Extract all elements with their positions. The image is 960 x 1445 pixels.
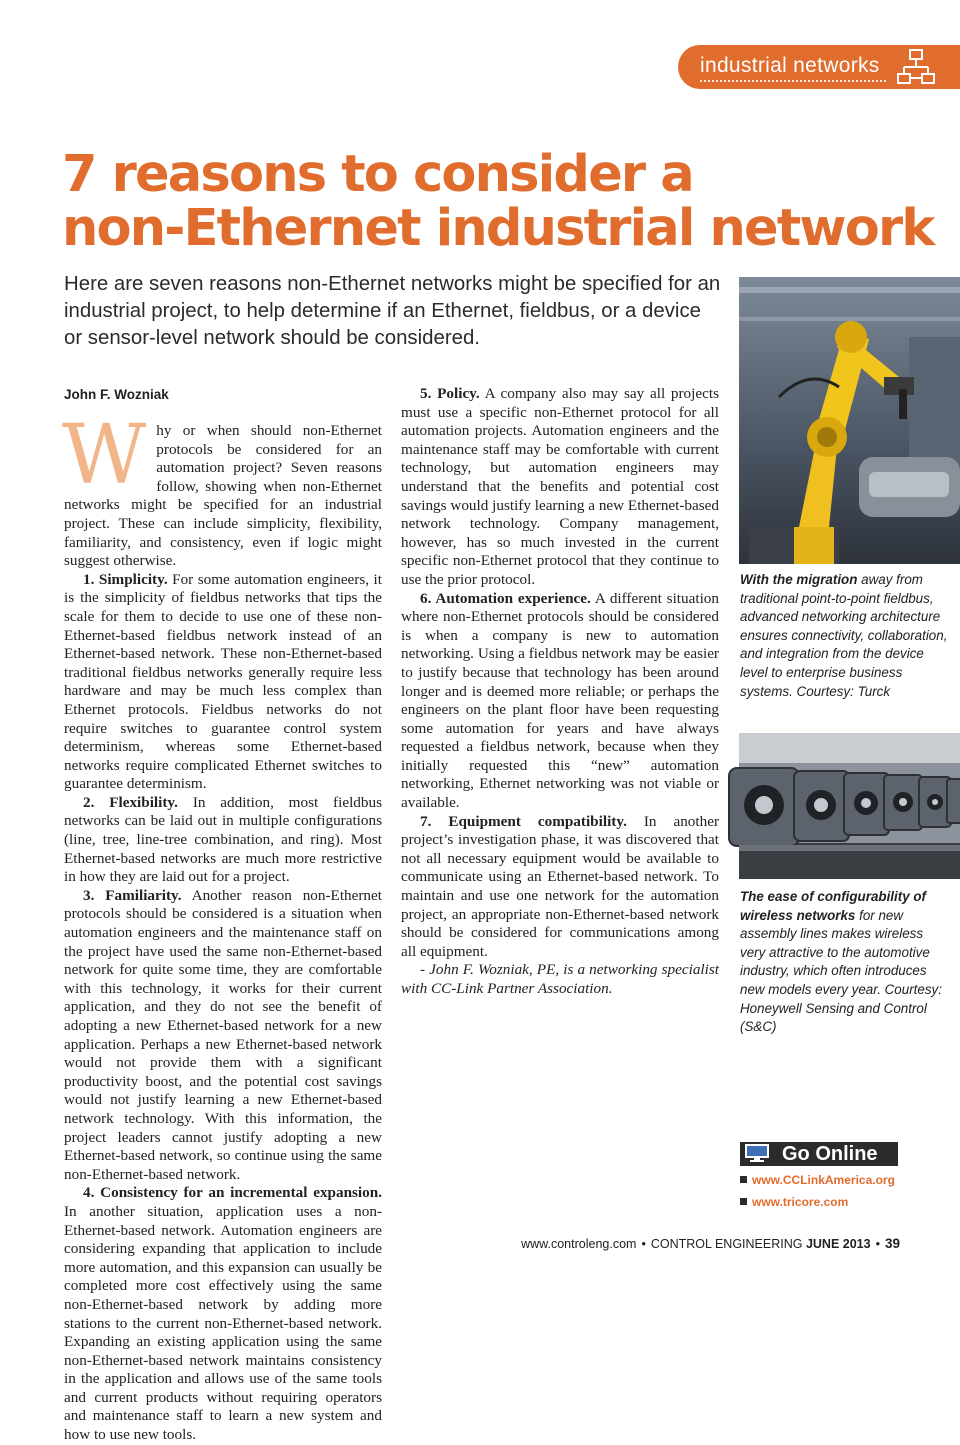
link-1-text[interactable]: www.CCLinkAmerica.org bbox=[752, 1173, 895, 1187]
go-online-link-1[interactable] bbox=[740, 1173, 895, 1187]
reason-7-text: In another project’s investigation phase, it was discovered that not all necessary equipment would be available to communicate using an Ethernet-based network. To maintain and use one network for the automation project, an appropriate non-Ethernet-based network should be considered for communications among all equipment. bbox=[401, 812, 720, 960]
reason-7-heading: 7. Equipment compatibility. bbox=[420, 812, 627, 830]
assembly-line-photo bbox=[739, 733, 960, 879]
reason-6-paragraph bbox=[401, 590, 719, 813]
robot-arm-photo bbox=[739, 277, 960, 564]
go-online-banner bbox=[740, 1142, 898, 1166]
intro-text: hy or when should non-Ethernet protocols be considered for an automation project? Seven reasons follow, showing when non-Ethernet networks might be specified for an industrial project. These can include simplicity, flexibility, familiarity, and consistency, even if logic might suggest otherwise. bbox=[64, 422, 382, 570]
reason-4-paragraph bbox=[64, 1184, 382, 1444]
link-2-text[interactable]: www.tricore.com bbox=[752, 1195, 849, 1209]
reason-6-heading: 6. Automation experience. bbox=[420, 589, 591, 607]
footer-issue: JUNE 2013 bbox=[805, 1237, 871, 1251]
reason-2-paragraph bbox=[64, 794, 382, 887]
photo-2-caption bbox=[740, 888, 950, 1037]
author-signature: - John F. Wozniak, PE, is a networking specialist with CC-Link Partner Association. bbox=[401, 961, 719, 997]
body-column-1 bbox=[62, 408, 382, 1444]
section-tab bbox=[678, 45, 960, 89]
body-column-2 bbox=[401, 385, 719, 1225]
drop-cap: W bbox=[62, 408, 147, 503]
byline: John F. Wozniak bbox=[64, 387, 169, 402]
headline-line-1: 7 reasons to consider a bbox=[62, 145, 693, 204]
reason-3-text: Another reason non-Ethernet protocols should be considered is a situation when automation engineers and the maintenance staff on the project have used the same non-Ethernet-based network for quite some time, they are comfortable with this technology, it works for their current application, and they do not see the benefit of adopting a new Ethernet-based network for a new application. Perhaps a new Ethernet-based network would not provide them with a significant productivity boost, and the potential cost savings would not justify learning a new Ethernet-based network technology. With this information, the project leaders cannot justify adopting a new Ethernet-based network, so continue using the same non-Ethernet-based network. bbox=[64, 886, 382, 1183]
reason-7-paragraph bbox=[401, 813, 719, 962]
reason-3-heading: 3. Familiarity. bbox=[83, 886, 182, 904]
reason-4-text: In another situation, application uses a non-Ethernet-based network. Automation engineers are considering expanding that application to include more automation, and this expansion can usually be completed more cost effectively using the same non-Ethernet-based network by adding more stations to the current non-Ethernet-based network. Expanding an existing application using the same non-Ethernet-based network maintains consistency in the application and allows use of the same tools and current products without requiring operators and maintenance staff to learn a new system and how to use new tools. bbox=[64, 1202, 382, 1444]
reason-1-text: For some automation engineers, it is the simplicity of fieldbus networks that tips the scale for them to decide to use one of these non-Ethernet-based fieldbus network instead of an Ethernet-based network. These non-Ethernet-based traditional fieldbus networks generally require less hardware and may be much less complex than Ethernet protocols. Fieldbus networks do not require switches to guarantee control system determinism, whereas some Ethernet-based networks require complicated Ethernet switches to guarantee determinism. bbox=[64, 570, 382, 793]
reason-2-text: In addition, most fieldbus networks can be laid out in multiple configurations (line, tree, line-tree combination, and ring). Most Ethernet-based networks are much more restrictive in how they are laid out for a project. bbox=[64, 793, 382, 886]
reason-4-heading: 4. Consistency for an incremental expansion. bbox=[83, 1184, 382, 1202]
reason-3-paragraph bbox=[64, 887, 382, 1185]
network-diagram-icon bbox=[896, 47, 936, 87]
reason-6-text: A different situation where non-Ethernet protocols should be considered is when a company is new to automation networking. Using a fieldbus network may be easier to justify because that technology has been around longer and is deemed more reliable; or perhaps the engineers on the plant floor have been requesting some automation for years and have always requested a fieldbus network, because when they initially requested this “new” automation networking, Ethernet networking was not viable or available. bbox=[401, 589, 719, 812]
headline-line-2: non-Ethernet industrial network bbox=[62, 199, 934, 258]
caption-1-lead: With the migration bbox=[740, 572, 858, 587]
page-number: 39 bbox=[884, 1236, 900, 1251]
footer-separator: • bbox=[875, 1237, 880, 1251]
footer-magazine: CONTROL ENGINEERING bbox=[650, 1237, 803, 1251]
caption-2-lead: The ease of configurability of wireless networks bbox=[740, 889, 927, 923]
reason-5-heading: 5. Policy. bbox=[420, 385, 480, 402]
bullet-square-icon bbox=[740, 1176, 747, 1183]
bullet-square-icon bbox=[740, 1198, 747, 1205]
reason-5-text: A company also may say all projects must use a specific non-Ethernet protocol for all automation projects. Automation engineers and the maintenance staff may be comfortable with current technology, but automation engineers may understand that the benefits and potential cost savings would justify learning a new Ethernet-based network technology. Company management, however, has so much invested in the current specific non-Ethernet protocol that they continue to use the prior protocol. bbox=[401, 385, 720, 588]
footer-site[interactable]: www.controleng.com bbox=[521, 1237, 637, 1251]
computer-monitor-icon bbox=[744, 1143, 770, 1163]
caption-2-text: for new assembly lines makes wireless very attractive to the automotive industry, which often introduces new models every year. Courtesy: Honeywell Sensing and Control (S&C) bbox=[740, 907, 942, 1035]
photo-1-caption bbox=[740, 571, 950, 701]
page-footer bbox=[476, 1236, 900, 1251]
article-deck: Here are seven reasons non-Ethernet networks might be specified for an industrial project, to help determine if an Ethernet, fieldbus, or a device or sensor-level network should be considered. bbox=[64, 273, 721, 349]
reason-1-paragraph bbox=[64, 571, 382, 794]
reason-2-heading: 2. Flexibility. bbox=[83, 793, 178, 811]
intro-paragraph bbox=[62, 408, 382, 571]
go-online-label: Go Online bbox=[782, 1143, 878, 1165]
reason-1-heading: 1. Simplicity. bbox=[83, 570, 168, 588]
footer-separator: • bbox=[641, 1237, 646, 1251]
go-online-link-2[interactable] bbox=[740, 1195, 848, 1209]
reason-5-paragraph bbox=[401, 385, 719, 590]
article-headline bbox=[62, 145, 942, 258]
section-tab-dotted-rule bbox=[700, 80, 886, 82]
caption-1-text: away from traditional point-to-point fieldbus, advanced networking architecture ensures connectivity, collaboration, and integration from the device level to enterprise business systems. Courtesy: Turck bbox=[740, 572, 948, 699]
section-label: industrial networks bbox=[700, 54, 880, 77]
